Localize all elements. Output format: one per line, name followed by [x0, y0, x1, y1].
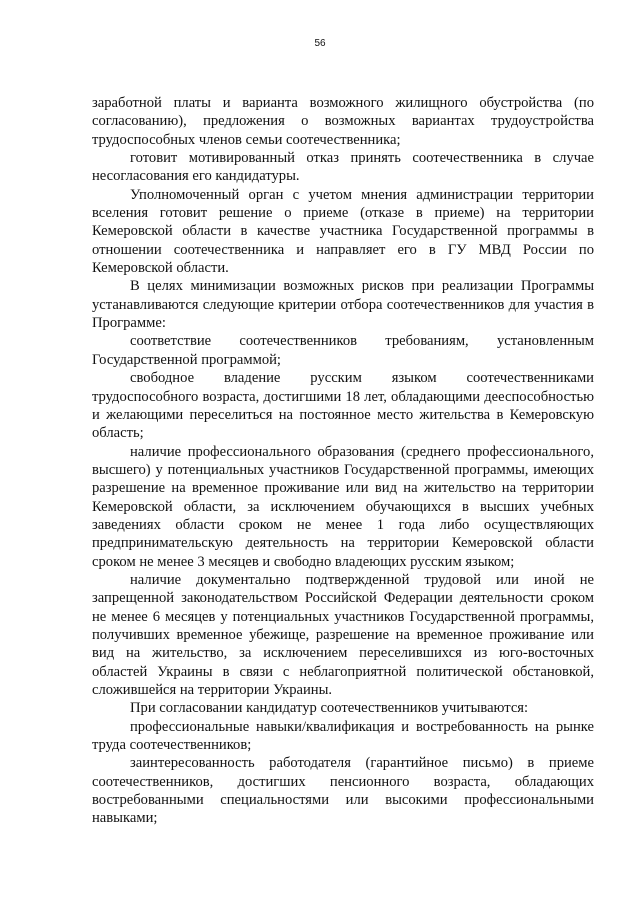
- paragraph-criterion-education: наличие профессионального образования (среднего профессионального, высшего) у потенциальных участников Государственной программы, имеющих разрешение на временное проживание или вид на жительство на территории Кемеровской области, за исключением обучающихся в высших учебных заведениях области сроком не менее 1 года либо осуществляющих предпринимательскую деятельность на территории Кемеровской области сроком не менее 3 месяцев и свободно владеющих русским языком;: [92, 443, 594, 570]
- paragraph-criterion-compliance: соответствие соотечественников требованиям, установленным Государственной программой;: [92, 333, 594, 368]
- paragraph-candidate-approval-intro: При согласовании кандидатур соотечественников учитываются:: [130, 700, 529, 717]
- paragraph-employer-interest: заинтересованность работодателя (гарантийное письмо) в приеме соотечественников, достигших пенсионного возраста, обладающих востребованными специальностями или высокими профессиональными навыками;: [92, 755, 594, 827]
- document-body: [92, 94, 594, 828]
- paragraph-salary-housing: заработной платы и варианта возможного жилищного обустройства (по согласованию), предложения о возможных вариантах трудоустройства трудоспособных членов семьи соотечественника;: [92, 95, 594, 148]
- paragraph-authorized-body: Уполномоченный орган с учетом мнения администрации территории вселения готовит решение о приеме (отказе в приеме) на территории Кемеровской области в качестве участника Государственной программы в отношении соотечественника и направляет его в ГУ МВД России по Кемеровской области.: [92, 186, 594, 277]
- page-number: 56: [314, 38, 326, 49]
- paragraph-refusal: готовит мотивированный отказ принять соотечественника в случае несогласования его кандидатуры.: [92, 150, 594, 185]
- paragraph-professional-skills: профессиональные навыки/квалификация и востребованность на рынке труда соотечественников;: [92, 718, 594, 754]
- paragraph-risk-criteria-intro: В целях минимизации возможных рисков при реализации Программы устанавливаются следующие критерии отбора соотечественников для участия в Программе:: [92, 278, 594, 332]
- paragraph-criterion-work-activity: наличие документально подтвержденной трудовой или иной не запрещенной законодательством Российской Федерации деятельности сроком не менее 6 месяцев у потенциальных участников Государственной программы, получивших временное убежище, разрешение на временное проживание или вид на жительство, за исключением переселившихся из юго-восточных областей Украины в связи с неблагоприятной политической обстановкой, сложившейся на территории Украины.: [92, 571, 594, 698]
- paragraph-criterion-language: свободное владение русским языком соотечественниками трудоспособного возраста, достигшими 18 лет, обладающими дееспособностью и желающими переселиться на постоянное место жительства в Кемеровскую область;: [92, 370, 594, 442]
